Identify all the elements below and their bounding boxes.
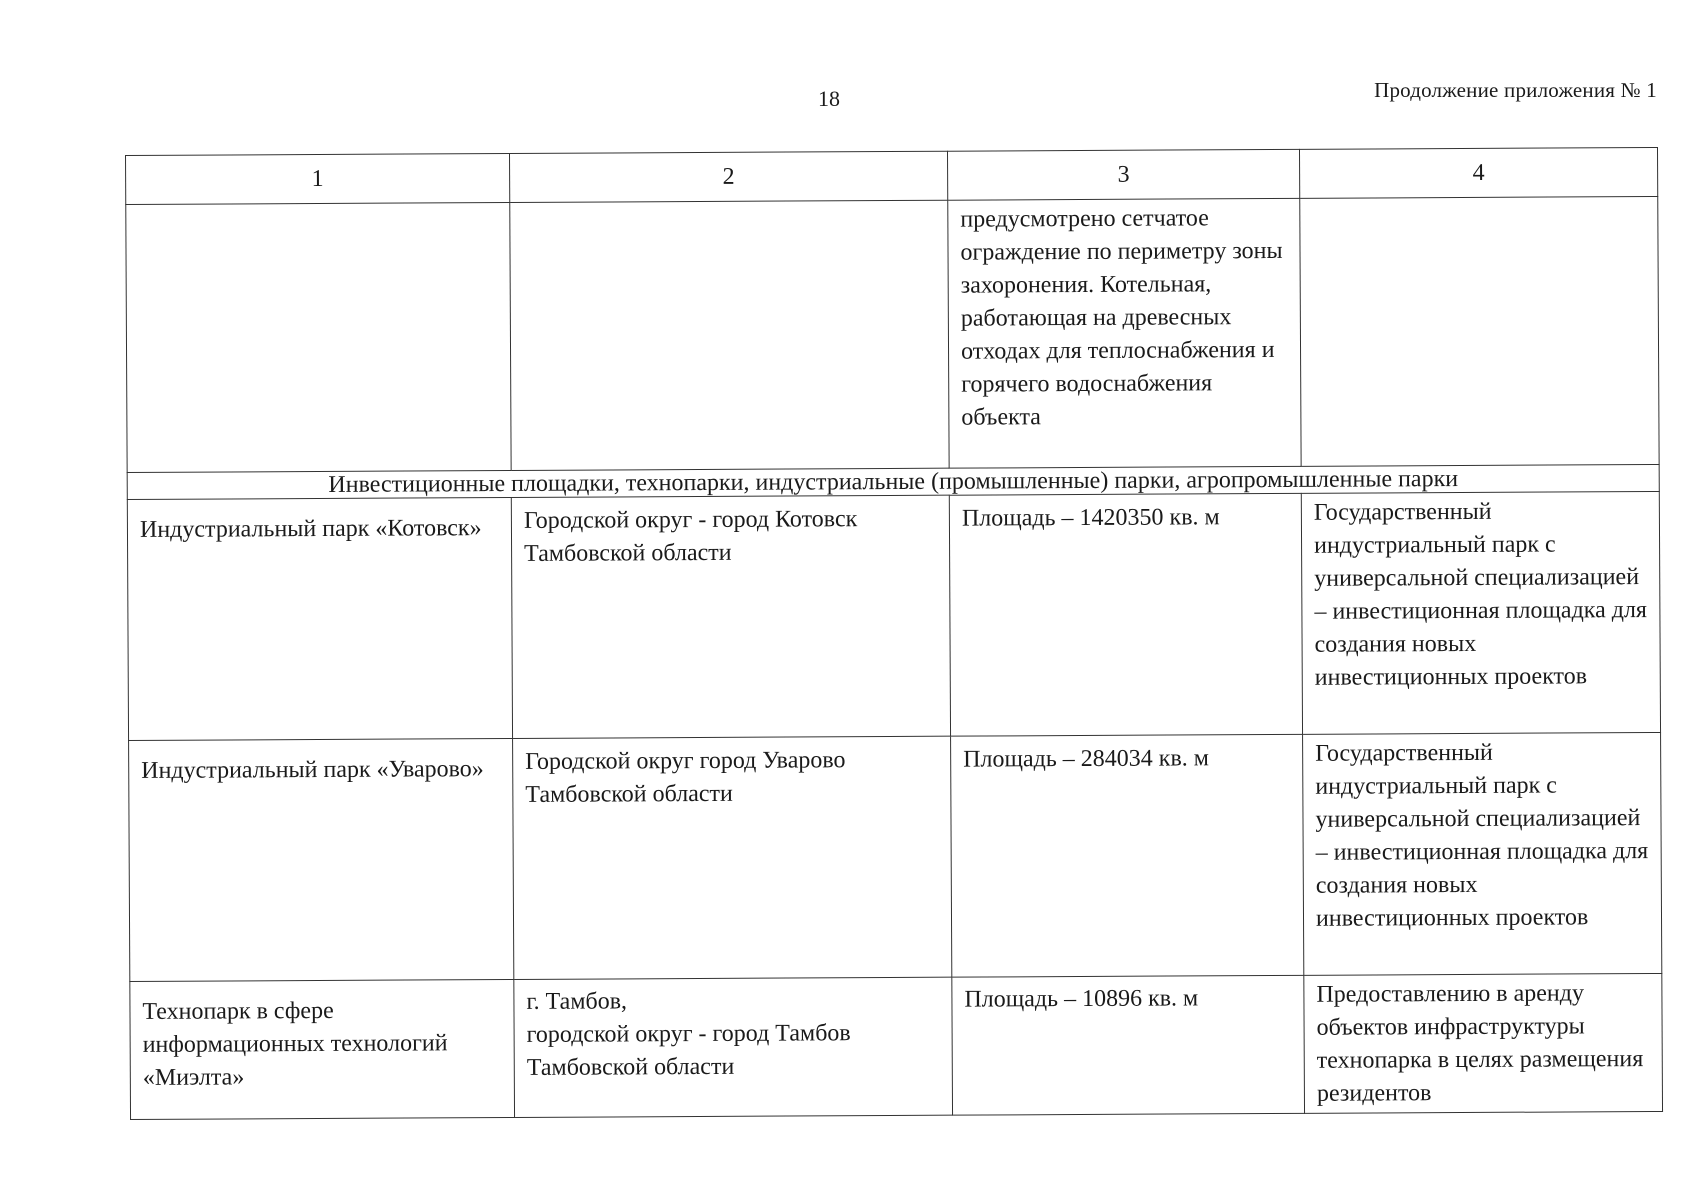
continuation-cell-4 (1300, 196, 1659, 466)
section-heading: Инвестиционные площадки, технопарки, индустриальные (промышленные) парки, агропромышленные парки (127, 464, 1659, 499)
object-name-cell: Индустриальный парк «Уварово» (129, 738, 514, 981)
appendix-table (125, 147, 1663, 1120)
appendix-continuation-note: Продолжение приложения № 1 (1374, 78, 1657, 102)
location-line: городской округ - город Тамбов Тамбовской области (526, 1020, 851, 1081)
column-number-header-row (126, 147, 1658, 204)
location-cell: Городской округ - город Котовск Тамбовской области (511, 495, 950, 738)
page-number: 18 (818, 86, 840, 111)
area-cell: Площадь – 284034 кв. м (951, 734, 1304, 977)
object-name-cell: Технопарк в сфере информационных технологий «Миэлта» (130, 979, 515, 1119)
continuation-cell-2 (510, 200, 949, 470)
table-row-continuation (126, 196, 1659, 472)
description-cell: Предоставлению в аренду объектов инфраструктуры технопарка в целях размещения резидентов (1304, 973, 1663, 1113)
column-header-2: 2 (509, 151, 947, 202)
table-row (127, 491, 1660, 740)
column-header-1: 1 (126, 153, 510, 204)
continuation-cell-1 (126, 202, 511, 472)
description-cell: Государственный индустриальный парк с универсальной специализацией – инвестиционная площадка для создания новых инвестиционных проектов (1303, 732, 1662, 975)
location-line: г. Тамбов, (526, 988, 628, 1015)
column-header-3: 3 (947, 149, 1299, 200)
continuation-cell-3: предусмотрено сетчатое ограждение по периметру зоны захоронения. Котельная, работающая на древесных отходах для теплоснабжения и горячего водоснабжения объекта (948, 198, 1301, 468)
column-header-4: 4 (1299, 147, 1657, 198)
appendix-table-container (125, 147, 1662, 1120)
table-row (129, 732, 1662, 981)
table-row (130, 973, 1663, 1119)
location-cell (514, 977, 953, 1117)
location-cell: Городской округ город Уварово Тамбовской области (513, 736, 952, 979)
description-cell: Государственный индустриальный парк с универсальной специализацией – инвестиционная площадка для создания новых инвестиционных проектов (1301, 491, 1660, 734)
object-name-cell: Индустриальный парк «Котовск» (127, 497, 512, 740)
area-cell: Площадь – 10896 кв. м (952, 975, 1305, 1115)
area-cell: Площадь – 1420350 кв. м (949, 493, 1302, 736)
